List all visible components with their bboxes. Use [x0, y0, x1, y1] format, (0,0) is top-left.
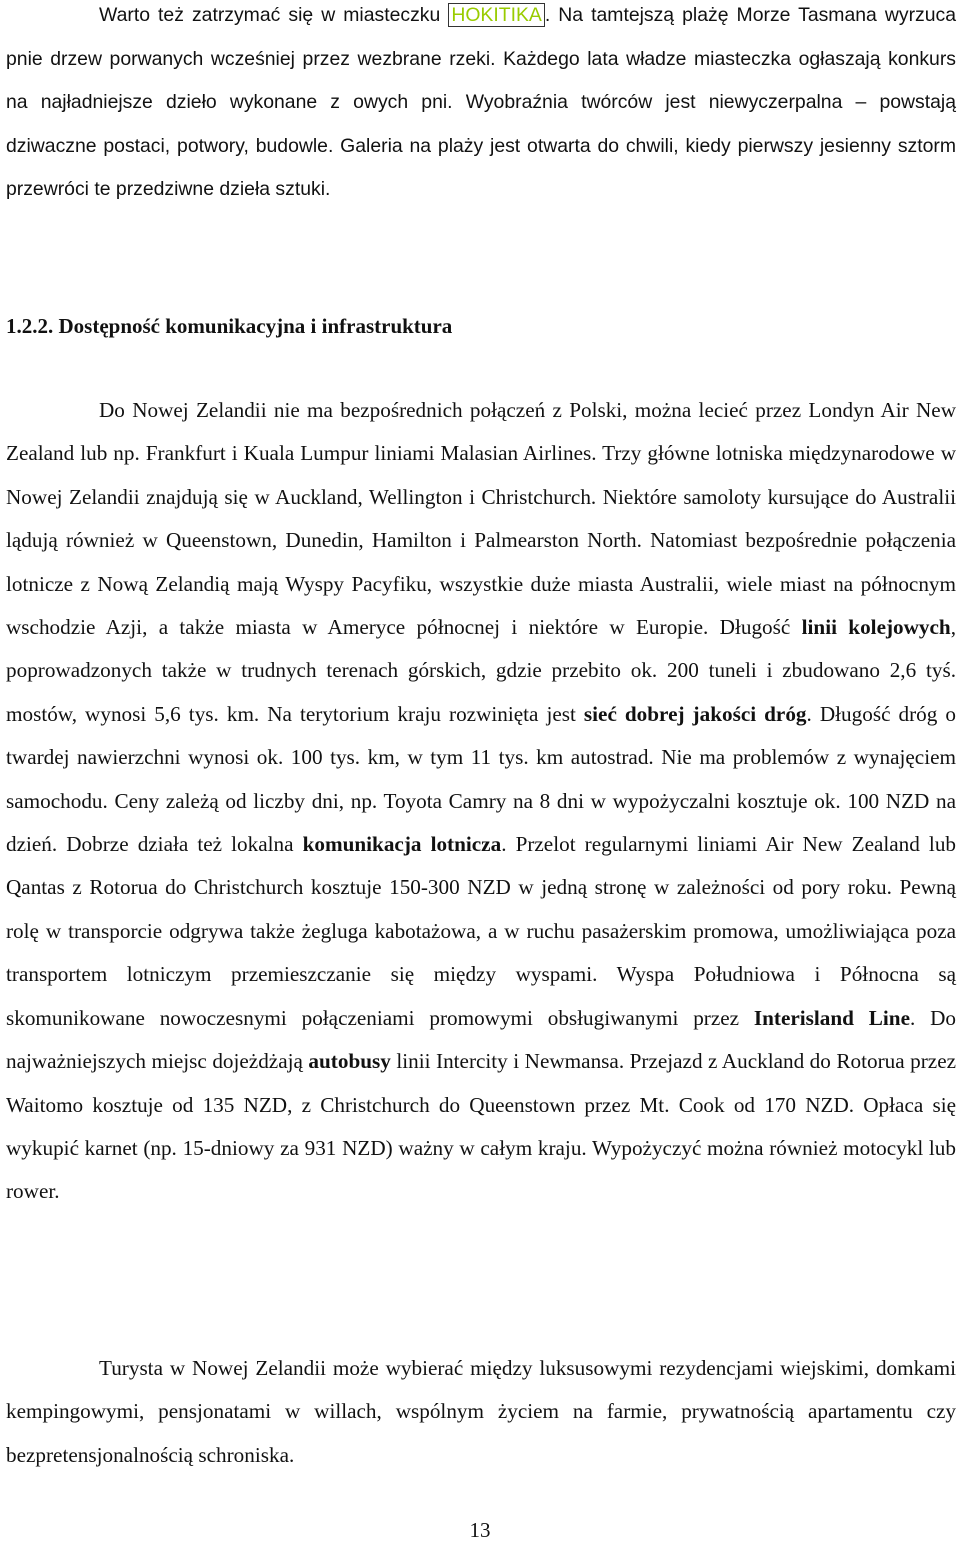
paragraph-text: . Długość dróg o twardej nawierzchni wynosi ok. 100 tys. km, w tym 11 tys. km autostrad. Nie ma problemów z wynajęciem samochodu. Ceny zależą od liczby dni, np. Toyota Camry na 8 dni w wypożyczalni kosztuje ok. 100 NZD na dzień. Dobrze działa też lokalna: [6, 701, 956, 857]
paragraph-text: Warto też zatrzymać się w miasteczku: [99, 4, 449, 26]
paragraph-hokitika: [6, 0, 956, 254]
paragraph-text: Do Nowej Zelandii nie ma bezpośrednich połączeń z Polski, można lecieć przez Londyn Air New Zealand lub np. Frankfurt i Kuala Lumpur liniami Malasian Airlines. Trzy główne lotniska międzynarodowe w Nowej Zelandii znajdują się w Auckland, Wellington i Christchurch. Niektóre samoloty kursujące do Australii lądują również w Queenstown, Dunedin, Hamilton i Palmearston North. Natomiast bezpośrednie połączenia lotnicze z Nową Zelandią mają Wyspy Pacyfiku, wszystkie duże miasta Australii, wiele miast na północnym wschodzie Azji, a także miasta w Ameryce północnej i niektóre w Europie. Długość: [6, 398, 956, 640]
paragraph-text: , poprowadzonych także w trudnych terenach górskich, gdzie przebito ok. 200 tuneli i zbudowano 2,6 tyś. mostów, wynosi 5,6 tys. km. Na terytorium kraju rozwinięta jest: [6, 615, 956, 726]
hokitika-link[interactable]: HOKITIKA: [448, 3, 545, 27]
paragraph-text: linii Intercity i Newmansa. Przejazd z Auckland do Rotorua przez Waitomo kosztuje od 135 NZD, z Christchurch do Queenstown przez Mt. Cook od 170 NZD. Opłaca się wykupić karnet (np. 15-dniowy za 931 NZD) ważny w całym kraju. Wypożyczyć można również motocykl lub rower.: [6, 1049, 957, 1204]
section-heading: 1.2.2. Dostępność komunikacyjna i infrastruktura: [6, 314, 453, 338]
bold-term: sieć dobrej jakości dróg: [583, 701, 807, 726]
paragraph-text: . Przelot regularnymi liniami Air New Zealand lub Qantas z Rotorua do Christchurch kosztuje 150-300 NZD w jedną stronę w zależności od pory roku. Pewną rolę w transporcie odgrywa także żegluga kabotażowa, a w ruchu pasażerskim promowa, umożliwiająca poza transportem lotniczym przemieszczanie się między wyspami. Wyspa Południowa i Północna są skomunikowane nowoczesnymi połączeniami promowymi obsługiwanymi przez: [6, 832, 957, 1030]
paragraph-text: . Do najważniejszych miejsc dojeżdżają: [6, 1005, 956, 1074]
bold-term: autobusy: [308, 1049, 391, 1074]
bold-term: Interisland Line: [753, 1005, 910, 1030]
bold-term: komunikacja lotnicza: [302, 832, 502, 857]
page-number: 13: [469, 1518, 491, 1542]
bold-term: linii kolejowych: [801, 615, 951, 640]
paragraph-accommodation: Turysta w Nowej Zelandii może wybierać między luksusowymi rezydencjami wiejskimi, domkami kempingowymi, pensjonatami w willach, wspólnym życiem na farmie, prywatnością apartamentu czy bezpretensjonalnością schroniska.: [6, 1356, 956, 1467]
paragraph-transport: [6, 389, 956, 1214]
paragraph-text: . Na tamtejszą plażę Morze Tasmana wyrzuca pnie drzew porwanych wcześniej przez wezbrane rzeki. Każdego lata władze miasteczka ogłaszają konkurs na najładniejsze dzieło wykonane z owych pni. Wyobraźnia twórców jest niewyczerpalna – powstają dziwaczne postaci, potwory, budowle. Galeria na plaży jest otwarta do chwili, kiedy pierwszy jesienny sztorm przewróci te przedziwne dzieła sztuki.: [6, 4, 956, 200]
